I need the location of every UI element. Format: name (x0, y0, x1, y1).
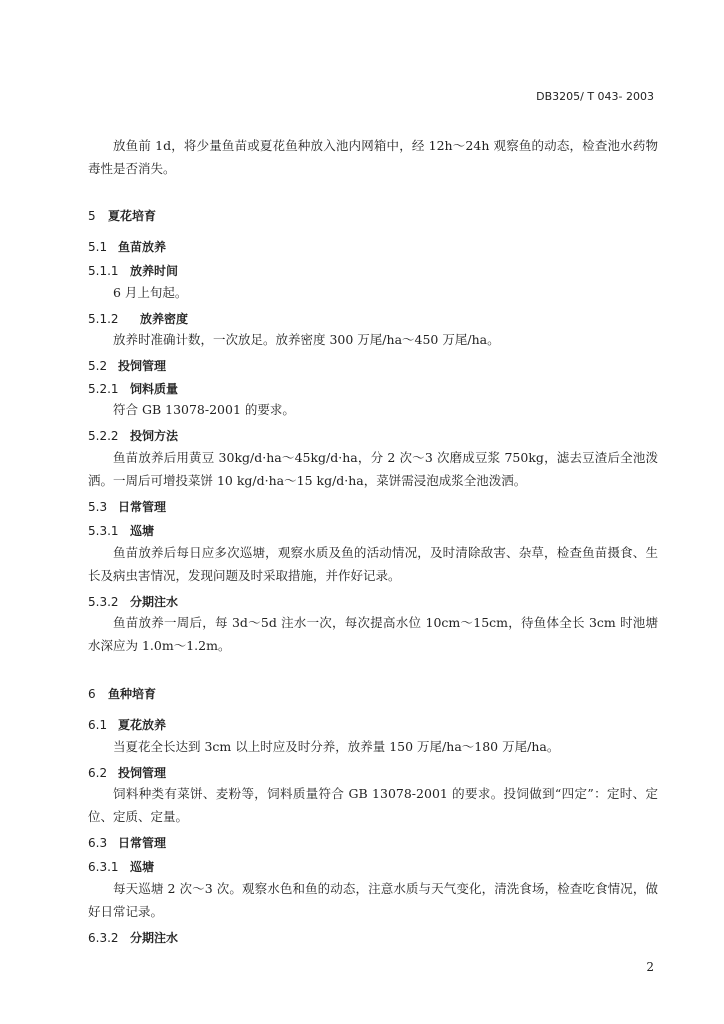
section-5-2-2-heading: 5.2.2 投饲方法 (88, 429, 179, 443)
section-5-3-2-heading: 5.3.2 分期注水 (88, 595, 179, 609)
paragraph-5-1-2: 放养时准确计数，一次放足。放养密度 300 万尾/ha～450 万尾/ha。 (113, 332, 500, 347)
section-6-heading: 6 鱼种培育 (88, 687, 157, 701)
doc-code-header: DB3205/ T 043- 2003 (536, 90, 654, 103)
section-6-3-heading: 6.3 日常管理 (88, 836, 167, 850)
paragraph-6-2: 饲料种类有菜饼、麦粉等，饲料质量符合 GB 13078-2001 的要求。投饲做到“四定”：定时、定位、定质、定量。 (88, 786, 658, 824)
section-5-2-heading: 5.2 投饲管理 (88, 359, 167, 373)
section-5-3-1-heading: 5.3.1 巡塘 (88, 524, 155, 538)
paragraph-5-1-1: 6 月上旬起。 (113, 285, 188, 300)
section-5-1-heading: 5.1 鱼苗放养 (88, 240, 167, 254)
paragraph-before-stocking: 放鱼前 1d，将少量鱼苗或夏花鱼种放入池内网箱中，经 12h～24h 观察鱼的动态，检查池水药物毒性是否消失。 (88, 138, 658, 176)
section-5-2-1-heading: 5.2.1 饲料质量 (88, 382, 179, 396)
section-5-1-1-heading: 5.1.1 放养时间 (88, 264, 179, 278)
section-6-3-2-heading: 6.3.2 分期注水 (88, 931, 179, 945)
paragraph-6-1: 当夏花全长达到 3cm 以上时应及时分养，放养量 150 万尾/ha～180 万尾/ha。 (113, 739, 560, 754)
paragraph-5-3-1: 鱼苗放养后每日应多次巡塘，观察水质及鱼的活动情况，及时清除敌害、杂草，检查鱼苗摄食、生长及病虫害情况，发现问题及时采取措施，并作好记录。 (88, 545, 658, 583)
section-5-3-heading: 5.3 日常管理 (88, 500, 167, 514)
paragraph-5-2-2: 鱼苗放养后用黄豆 30kg/d·ha～45kg/d·ha，分 2 次～3 次磨成豆浆 750kg，滤去豆渣后全池泼洒。一周后可增投菜饼 10 kg/d·ha～15 kg/d·ha，菜饼需浸泡成浆全池泼洒。 (88, 450, 658, 488)
section-5-heading: 5 夏花培育 (88, 209, 157, 223)
section-5-1-2-heading: 5.1.2 放养密度 (88, 312, 189, 326)
section-6-1-heading: 6.1 夏花放养 (88, 718, 167, 732)
section-6-3-1-heading: 6.3.1 巡塘 (88, 860, 155, 874)
section-6-2-heading: 6.2 投饲管理 (88, 766, 167, 780)
paragraph-6-3-1: 每天巡塘 2 次～3 次。观察水色和鱼的动态，注意水质与天气变化，清洗食场，检查吃食情况，做好日常记录。 (88, 881, 658, 919)
paragraph-5-2-1: 符合 GB 13078-2001 的要求。 (113, 402, 295, 417)
page-number: 2 (646, 960, 654, 974)
paragraph-5-3-2: 鱼苗放养一周后，每 3d～5d 注水一次，每次提高水位 10cm～15cm，待鱼体全长 3cm 时池塘水深应为 1.0m～1.2m。 (88, 615, 658, 653)
